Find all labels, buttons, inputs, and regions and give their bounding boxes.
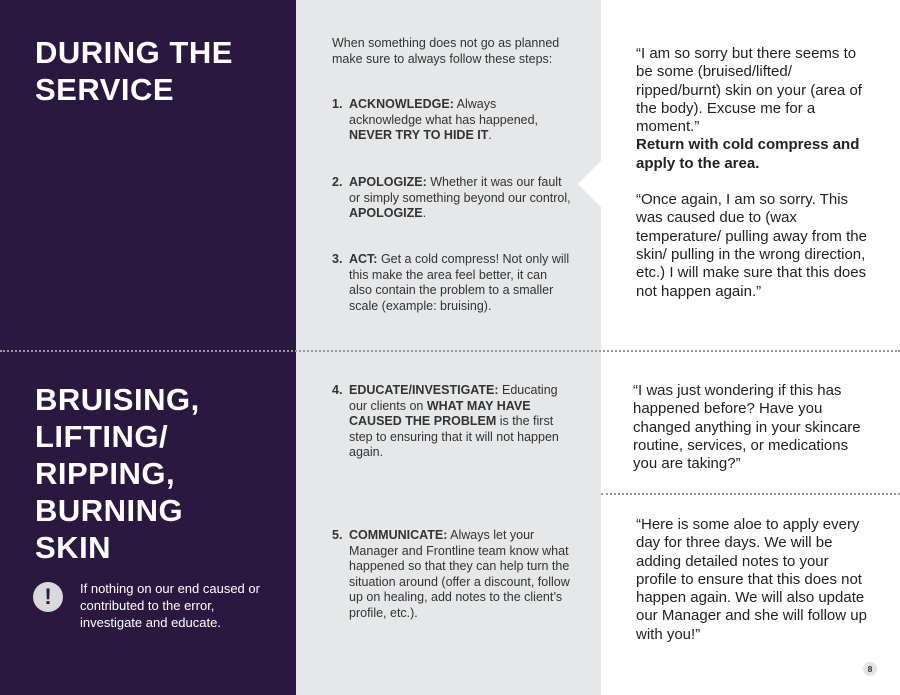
heading-line: BRUISING,: [35, 382, 200, 417]
quote-text: “I am so sorry but there seems to be some (bruised/lifted/ ripped/burnt) skin on your (area of the body). Excuse me for a moment.”: [636, 45, 862, 136]
step-text: Whether it was our fault or simply something beyond our control,: [349, 175, 571, 205]
step-tail: is the first step to ensuring that it will not happen again.: [349, 414, 559, 460]
heading-line: LIFTING/: [35, 419, 169, 454]
step-label: COMMUNICATE:: [349, 528, 448, 542]
step-text: Always let your Manager and Frontline team know what happened so that they can help turn the situation around (offer a discount, follow up on healing, add notes to the client’s profile, etc.).: [349, 528, 570, 620]
step-number: 3.: [332, 252, 343, 266]
step-apologize: [332, 175, 572, 222]
step-label: APOLOGIZE:: [349, 175, 427, 189]
step-emphasis: APOLOGIZE: [349, 206, 423, 221]
quote-divider: [601, 493, 900, 495]
step-communicate: [332, 528, 572, 622]
heading-line: DURING THE: [35, 35, 233, 70]
heading-line: BURNING: [35, 493, 184, 528]
exclamation-icon: !: [33, 582, 63, 612]
step-label: EDUCATE/INVESTIGATE:: [349, 383, 499, 397]
step-act: [332, 252, 572, 314]
step-label: ACKNOWLEDGE:: [349, 97, 454, 111]
section-heading-bruising: [35, 381, 200, 566]
step-emphasis: NEVER TRY TO HIDE IT: [349, 128, 489, 143]
step-number: 4.: [332, 383, 343, 397]
step-tail: .: [422, 206, 427, 221]
section-heading-during-service: [35, 34, 233, 108]
quote-communicate: “Here is some aloe to apply every day for three days. We will be adding detailed notes to your profile to ensure that this does not happen again. We will also update our Manager and she will follow up with you!”: [636, 516, 867, 643]
page-number: 8: [863, 662, 877, 676]
heading-line: RIPPING,: [35, 456, 176, 491]
step-acknowledge: [332, 97, 572, 144]
step-text: Educating our clients on: [349, 383, 558, 413]
step-text: Always acknowledge what has happened,: [349, 97, 539, 127]
step-text: Get a cold compress! Not only will this make the area feel better, it can also contain the problem to a smaller scale (example: bruising).: [349, 252, 570, 313]
intro-text: When something does not go as planned make sure to always follow these steps:: [332, 36, 560, 66]
quote-investigate: “I was just wondering if this has happened before? Have you changed anything in your skincare routine, services, or medications you are taking?”: [633, 382, 861, 473]
step-number: 2.: [332, 175, 343, 189]
step-number: 5.: [332, 528, 343, 542]
quote-action: Return with cold compress and apply to the area.: [636, 136, 860, 172]
heading-line: SKIN: [35, 530, 112, 565]
quote-text-2: “Once again, I am so sorry. This was caused due to (wax temperature/ pulling away from the skin/ pulling in the wrong direction, etc.) I will make sure that this does not happen again.”: [636, 191, 867, 300]
step-number: 1.: [332, 97, 343, 111]
step-educate: [332, 383, 572, 461]
step-tail: .: [488, 128, 492, 143]
heading-line: SERVICE: [35, 72, 175, 107]
note-text: If nothing on our end caused or contributed to the error, investigate and educate.: [80, 581, 260, 630]
step-emphasis: WHAT MAY HAVE CAUSED THE PROBLEM: [349, 398, 531, 429]
speech-notch: [578, 160, 602, 208]
step-label: ACT:: [349, 252, 378, 266]
section-divider: [0, 350, 900, 352]
quote-acknowledge: [636, 45, 868, 301]
